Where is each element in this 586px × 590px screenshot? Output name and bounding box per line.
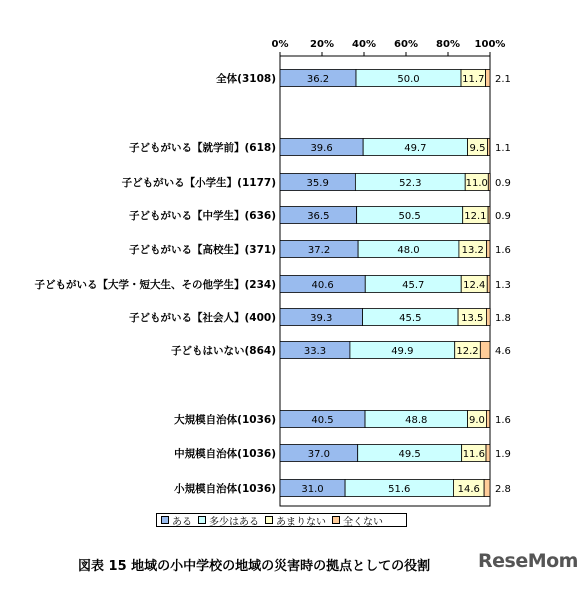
legend-swatch xyxy=(265,516,273,524)
data-label: 2.1 xyxy=(495,74,511,85)
data-label: 36.5 xyxy=(307,211,330,222)
data-label: 11.7 xyxy=(462,74,485,85)
legend xyxy=(156,513,407,527)
category-label: 子どもがいる【中学生】(636) xyxy=(128,210,276,222)
category-label: 子どもはいない(864) xyxy=(170,345,276,357)
legend-swatch xyxy=(161,516,169,524)
data-label: 39.6 xyxy=(310,143,333,154)
bar-segment xyxy=(488,207,490,224)
x-tick-label: 100% xyxy=(474,39,506,50)
data-label: 45.5 xyxy=(399,313,422,324)
data-label: 12.4 xyxy=(463,280,486,291)
data-label: 51.6 xyxy=(388,484,411,495)
data-label: 49.7 xyxy=(404,143,427,154)
data-label: 13.5 xyxy=(461,313,484,324)
data-label: 1.8 xyxy=(495,313,511,324)
bar-segment xyxy=(486,309,490,326)
x-tick-label: 40% xyxy=(352,39,376,50)
data-label: 37.2 xyxy=(307,245,331,256)
legend-label: あまりない xyxy=(276,516,326,528)
data-label: 2.8 xyxy=(495,484,511,495)
bar-segment xyxy=(484,480,490,497)
category-label: 小規模自治体(1036) xyxy=(174,483,276,495)
data-label: 0.9 xyxy=(495,178,511,189)
data-label: 33.3 xyxy=(303,346,327,357)
data-label: 40.5 xyxy=(311,415,334,426)
bar-segment xyxy=(486,411,489,428)
data-label: 1.1 xyxy=(495,143,511,154)
x-tick-label: 0% xyxy=(271,39,289,50)
x-tick-label: 80% xyxy=(436,39,460,50)
data-label: 40.6 xyxy=(311,280,334,291)
watermark-logo: ReseMom xyxy=(478,550,578,572)
category-label: 全体(3108) xyxy=(216,73,276,85)
bar-segment xyxy=(488,174,490,191)
data-label: 1.6 xyxy=(495,415,511,426)
data-label: 11.0 xyxy=(465,178,488,189)
category-label: 子どもがいる【大学・短大生、その他学生】(234) xyxy=(34,279,276,291)
data-label: 9.0 xyxy=(469,415,485,426)
data-label: 14.6 xyxy=(457,484,480,495)
data-label: 11.6 xyxy=(462,449,485,460)
legend-item xyxy=(161,513,192,528)
legend-item xyxy=(265,513,326,528)
legend-item xyxy=(198,513,259,528)
data-label: 35.9 xyxy=(306,178,329,189)
legend-label: ある xyxy=(172,516,192,528)
data-label: 39.3 xyxy=(310,313,333,324)
data-label: 45.7 xyxy=(402,280,425,291)
data-label: 48.0 xyxy=(397,245,420,256)
category-label: 子どもがいる【小学生】(1177) xyxy=(121,177,276,189)
data-label: 50.5 xyxy=(398,211,421,222)
bar-segment xyxy=(487,139,489,156)
legend-label: 多少はある xyxy=(209,516,259,528)
legend-label: 全くない xyxy=(343,516,383,528)
category-label: 子どもがいる【高校生】(371) xyxy=(128,244,276,256)
data-label: 48.8 xyxy=(405,415,428,426)
data-label: 12.2 xyxy=(456,346,479,357)
x-tick-label: 60% xyxy=(394,39,418,50)
data-label: 36.2 xyxy=(306,74,330,85)
bar-segment xyxy=(486,70,490,87)
legend-swatch xyxy=(198,516,206,524)
category-label: 大規模自治体(1036) xyxy=(174,414,276,426)
data-label: 1.6 xyxy=(495,245,511,256)
data-label: 52.3 xyxy=(399,178,422,189)
category-label: 子どもがいる【就学前】(618) xyxy=(128,142,276,154)
data-label: 9.5 xyxy=(469,143,486,154)
data-label: 12.1 xyxy=(464,211,487,222)
data-label: 1.3 xyxy=(495,280,511,291)
data-label: 1.9 xyxy=(495,449,511,460)
bar-segment xyxy=(480,342,490,359)
data-label: 0.9 xyxy=(495,211,511,222)
category-label: 中規模自治体(1036) xyxy=(174,448,276,460)
data-label: 31.0 xyxy=(301,484,324,495)
figure-caption: 図表 15 地域の小中学校の地域の災害時の拠点としての役割 xyxy=(78,559,431,574)
bar-segment xyxy=(487,276,490,293)
bar-segment xyxy=(487,241,490,258)
data-label: 37.0 xyxy=(307,449,330,460)
data-label: 4.6 xyxy=(495,346,511,357)
category-label: 子どもがいる【社会人】(400) xyxy=(128,312,276,324)
legend-item xyxy=(332,513,383,528)
data-label: 13.2 xyxy=(461,245,484,256)
data-label: 50.0 xyxy=(397,74,420,85)
data-label: 49.5 xyxy=(398,449,421,460)
data-label: 49.9 xyxy=(391,346,414,357)
legend-swatch xyxy=(332,516,340,524)
bar-segment xyxy=(486,445,490,462)
x-tick-label: 20% xyxy=(310,39,334,50)
